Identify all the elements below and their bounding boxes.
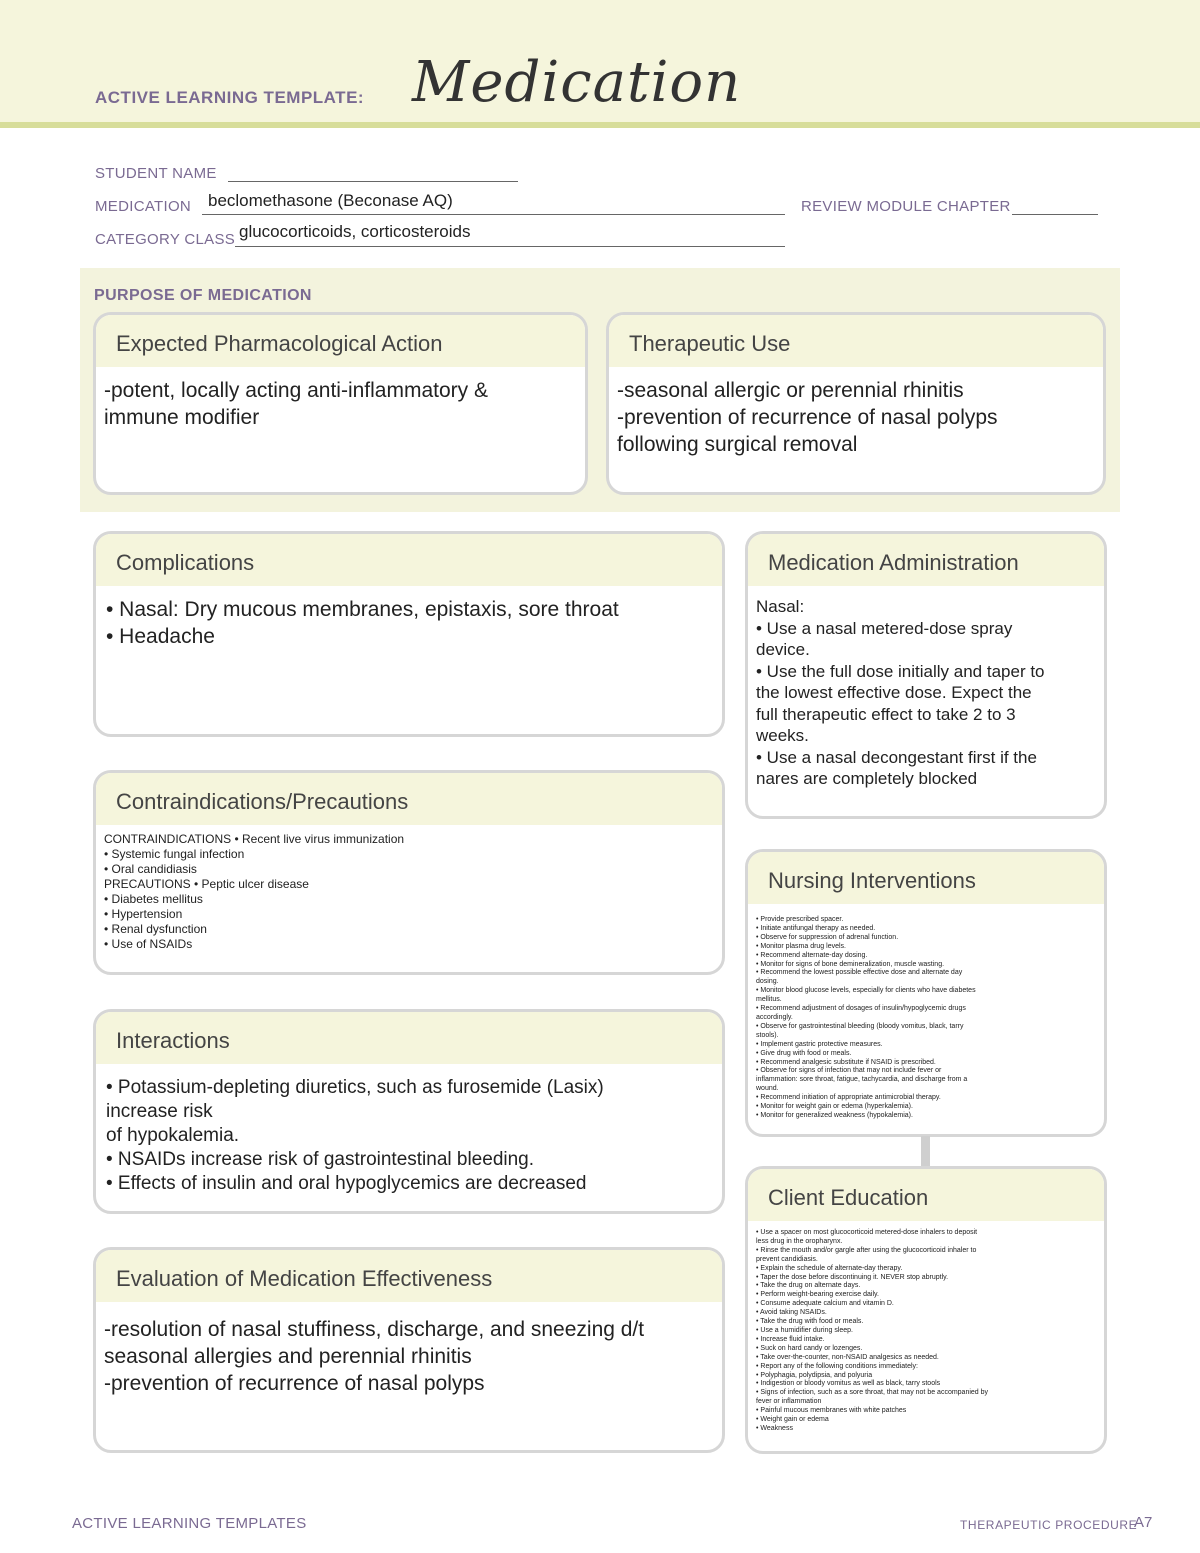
text-line: • Observe for gastrointestinal bleeding (bloody vomitus, black, tarry (756, 1022, 964, 1030)
text-line: full therapeutic effect to take 2 to 3 (756, 704, 1016, 724)
text-line: of hypokalemia. (106, 1125, 240, 1146)
template-title: Medication (412, 50, 742, 115)
medication-label: MEDICATION (95, 198, 192, 215)
evaluation-title: Evaluation of Medication Effectiveness (96, 1250, 722, 1302)
medication-value: beclomethasone (Beconase AQ) (208, 191, 453, 210)
footer-page-number: A7 (1134, 1514, 1153, 1531)
category-class-label: CATEGORY CLASS (95, 231, 236, 248)
text-line: • Increase fluid intake. (756, 1335, 825, 1343)
complications-title: Complications (96, 534, 722, 586)
text-line: -seasonal allergic or perennial rhinitis (617, 379, 964, 402)
category-class-line[interactable] (235, 246, 785, 247)
text-line: • Nasal: Dry mucous membranes, epistaxis, sore throat (106, 598, 619, 621)
student-name-label: STUDENT NAME (95, 165, 217, 182)
text-line: • Observe for suppression of adrenal function. (756, 933, 899, 941)
therapeutic-use-title: Therapeutic Use (609, 315, 1103, 367)
text-line: -resolution of nasal stuffiness, discharge, and sneezing d/t (104, 1318, 645, 1341)
text-line: dosing. (756, 978, 779, 986)
text-line: following surgical removal (617, 433, 858, 456)
text-line: mellitus. (756, 996, 782, 1004)
nursing-interventions-box (745, 849, 1107, 1137)
text-line: • Rinse the mouth and/or gargle after using the glucocorticoid inhaler to (756, 1246, 977, 1254)
text-line: • Give drug with food or meals. (756, 1049, 852, 1057)
text-line: seasonal allergies and perennial rhinitis (104, 1345, 472, 1368)
text-line: nares are completely blocked (756, 769, 978, 788)
text-line: • Polyphagia, polydipsia, and polyuria (756, 1371, 873, 1379)
text-line: prevent candidiasis. (756, 1255, 818, 1263)
interactions-title: Interactions (96, 1012, 722, 1064)
text-line: • Monitor plasma drug levels. (756, 942, 846, 950)
text-line: fever or inflammation (756, 1398, 822, 1406)
text-line: • Monitor for weight gain or edema (hyperkalemia). (756, 1103, 913, 1111)
text-line: • Explain the schedule of alternate-day therapy. (756, 1264, 903, 1272)
text-line: • Effects of insulin and oral hypoglycemics are decreased (106, 1173, 587, 1194)
text-line: • Recommend initiation of appropriate antimicrobial therapy. (756, 1094, 941, 1102)
text-line: • Headache (106, 625, 215, 648)
text-line: • Recommend adjustment of dosages of insulin/hypoglycemic drugs (756, 1005, 966, 1013)
interactions-box (93, 1009, 725, 1214)
text-line: -prevention of recurrence of nasal polyps (617, 406, 998, 429)
text-line: • Use a nasal metered-dose spray (756, 618, 1013, 638)
evaluation-box (93, 1247, 725, 1453)
text-line: • Indigestion or bloody vomitus as well as black, tarry stools (756, 1380, 941, 1388)
text-line: • Recommend the lowest possible effective dose and alternate day (756, 969, 963, 977)
text-line: accordingly. (756, 1013, 793, 1021)
text-line: • Renal dysfunction (104, 922, 207, 936)
administration-title: Medication Administration (748, 534, 1104, 586)
text-line: less drug in the oropharynx. (756, 1237, 843, 1245)
review-chapter-line[interactable] (1012, 214, 1098, 215)
text-line: • Oral candidiasis (104, 862, 197, 876)
text-line: • Implement gastric protective measures. (756, 1040, 883, 1048)
text-line: • Diabetes mellitus (104, 892, 203, 906)
text-line: wound. (756, 1085, 779, 1093)
therapeutic-use-body (609, 367, 1103, 458)
text-line: • Systemic fungal infection (104, 847, 245, 861)
text-line: • Monitor for generalized weakness (hypokalemia). (756, 1111, 913, 1119)
student-name-line[interactable] (228, 181, 518, 182)
nursing-interventions-body (748, 904, 1104, 1121)
text-line: • Use a spacer on most glucocorticoid metered-dose inhalers to deposit (756, 1229, 978, 1236)
box-connector (921, 1136, 930, 1166)
expected-action-body (96, 367, 585, 431)
text-line: • Painful mucous membranes with white patches (756, 1407, 907, 1415)
text-line: • Perform weight-bearing exercise daily. (756, 1291, 879, 1299)
footer-left: ACTIVE LEARNING TEMPLATES (72, 1515, 307, 1532)
text-line: • Weakness (756, 1424, 793, 1432)
therapeutic-use-box (606, 312, 1106, 495)
text-line: • Consume adequate calcium and vitamin D. (756, 1300, 894, 1308)
administration-body (748, 586, 1104, 790)
purpose-label: PURPOSE OF MEDICATION (94, 287, 312, 304)
text-line: • Report any of the following conditions immediately: (756, 1362, 918, 1370)
text-line: • Use a humidifier during sleep. (756, 1326, 853, 1334)
text-line: the lowest effective dose. Expect the (756, 683, 1032, 702)
complications-box (93, 531, 725, 737)
client-education-box (745, 1166, 1107, 1454)
expected-action-box (93, 312, 588, 495)
text-line: Nasal: (756, 597, 805, 616)
text-line: increase risk (106, 1101, 213, 1122)
text-line: • Weight gain or edema (756, 1416, 829, 1424)
text-line: device. (756, 640, 810, 659)
text-line: • Monitor blood glucose levels, especially for clients who have diabetes (756, 987, 976, 995)
text-line: PRECAUTIONS • Peptic ulcer disease (104, 877, 309, 891)
text-line: • Monitor for signs of bone demineralization, muscle wasting. (756, 960, 945, 968)
text-line: weeks. (756, 726, 809, 745)
text-line: • Use of NSAIDs (104, 937, 193, 951)
nursing-interventions-title: Nursing Interventions (748, 852, 1104, 904)
review-chapter-label: REVIEW MODULE CHAPTER (801, 198, 1011, 215)
text-line: • Observe for signs of infection that may not include fever or (756, 1067, 942, 1075)
client-education-body (748, 1221, 1104, 1434)
text-line: -potent, locally acting anti-inflammatory & (104, 379, 488, 402)
text-line: CONTRAINDICATIONS • Recent live virus immunization (104, 832, 405, 846)
text-line: • Use the full dose initially and taper to (756, 661, 1045, 681)
client-education-title: Client Education (748, 1169, 1104, 1221)
contraindications-title: Contraindications/Precautions (96, 773, 722, 825)
contraindications-box (93, 770, 725, 975)
text-line: • Take the drug on alternate days. (756, 1282, 861, 1290)
text-line: • Hypertension (104, 907, 183, 921)
text-line: • NSAIDs increase risk of gastrointestinal bleeding. (106, 1149, 535, 1170)
text-line: • Take over-the-counter, non-NSAID analgesics as needed. (756, 1353, 939, 1361)
text-line: inflammation: sore throat, fatigue, tachycardia, and discharge from a (756, 1076, 968, 1084)
text-line: • Suck on hard candy or lozenges. (756, 1344, 863, 1352)
contraindications-body (96, 825, 722, 952)
footer-right: THERAPEUTIC PROCEDURE (960, 1518, 1138, 1532)
evaluation-body (96, 1302, 722, 1397)
text-line: • Taper the dose before discontinuing it. NEVER stop abruptly. (756, 1273, 949, 1281)
expected-action-title: Expected Pharmacological Action (96, 315, 585, 367)
text-line: • Potassium-depleting diuretics, such as furosemide (Lasix) (106, 1077, 604, 1098)
text-line: -prevention of recurrence of nasal polyps (104, 1372, 485, 1395)
complications-body (96, 586, 722, 650)
text-line: • Avoid taking NSAIDs. (756, 1309, 827, 1317)
text-line: immune modifier (104, 406, 260, 429)
template-label: ACTIVE LEARNING TEMPLATE: (95, 88, 365, 107)
text-line: • Use a nasal decongestant first if the (756, 747, 1037, 767)
text-line: • Initiate antifungal therapy as needed. (756, 924, 876, 932)
text-line: • Recommend analgesic substitute if NSAID is prescribed. (756, 1058, 936, 1066)
text-line: • Take the drug with food or meals. (756, 1318, 864, 1326)
interactions-body (96, 1064, 722, 1196)
category-class-value: glucocorticoids, corticosteroids (239, 222, 471, 241)
administration-box (745, 531, 1107, 819)
text-line: stools). (756, 1031, 779, 1039)
text-line: • Provide prescribed spacer. (756, 916, 844, 923)
text-line: • Signs of infection, such as a sore throat, that may not be accompanied by (756, 1389, 989, 1397)
text-line: • Recommend alternate-day dosing. (756, 951, 868, 959)
medication-line[interactable] (202, 214, 785, 215)
